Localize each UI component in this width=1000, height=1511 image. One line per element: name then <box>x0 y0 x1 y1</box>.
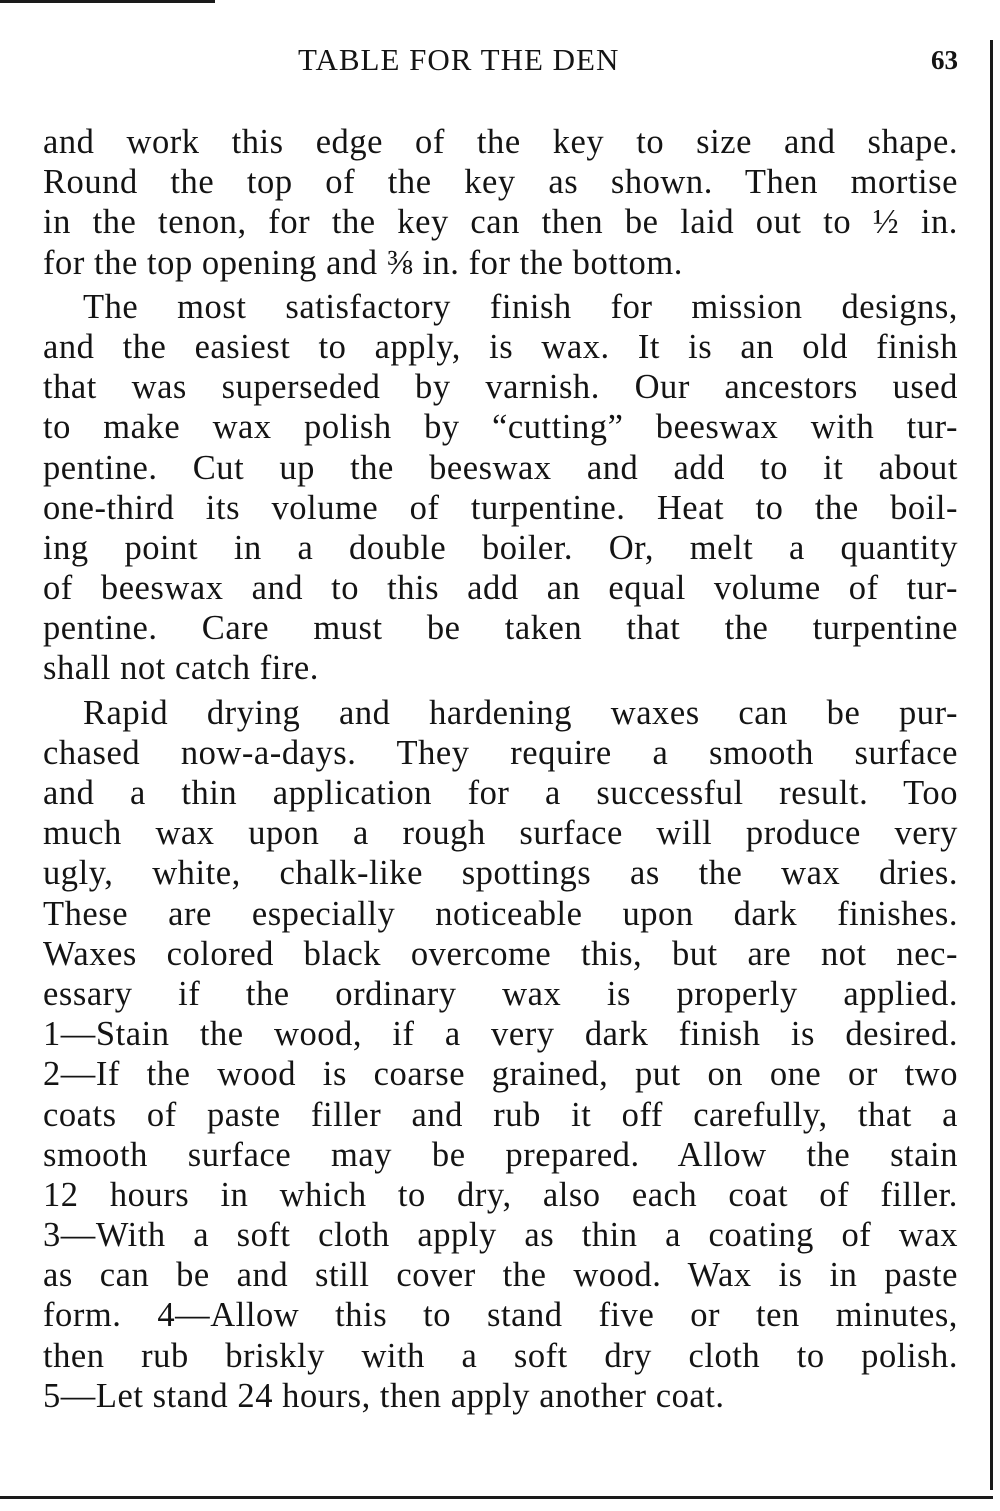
text-line: then rub briskly with a soft dry cloth to polish. <box>43 1336 958 1375</box>
text-line: in the tenon, for the key can then be laid out to ½ in. <box>43 203 958 242</box>
paragraph-2 <box>43 287 958 689</box>
text-line: form. 4—Allow this to stand five or ten minutes, <box>43 1296 958 1335</box>
text-line: 12 hours in which to dry, also each coat of filler. <box>43 1175 958 1214</box>
paragraph-3 <box>43 693 958 1416</box>
text-line: smooth surface may be prepared. Allow the stain <box>43 1135 958 1174</box>
text-line: to make wax polish by “cutting” beeswax with tur- <box>43 408 958 447</box>
text-line: as can be and still cover the wood. Wax is in paste <box>43 1256 958 1295</box>
text-line: ing point in a double boiler. Or, melt a quantity <box>43 528 958 567</box>
text-line: 3—With a soft cloth apply as thin a coating of wax <box>43 1216 958 1255</box>
text-line: The most satisfactory finish for mission designs, <box>83 287 958 326</box>
text-line: one-third its volume of turpentine. Heat to the boil- <box>43 488 958 527</box>
text-line: Rapid drying and hardening waxes can be pur- <box>83 693 958 732</box>
paragraph-1 <box>43 122 958 283</box>
text-line: chased now-a-days. They require a smooth surface <box>43 733 958 772</box>
text-line: coats of paste filler and rub it off carefully, that a <box>43 1095 958 1134</box>
text-line: 5—Let stand 24 hours, then apply another coat. <box>43 1376 725 1415</box>
text-line: Waxes colored black overcome this, but are not nec- <box>43 934 958 973</box>
text-line: and the easiest to apply, is wax. It is an old finish <box>43 327 958 366</box>
text-line: Round the top of the key as shown. Then mortise <box>43 163 958 202</box>
text-line: ugly, white, chalk-like spottings as the wax dries. <box>43 854 958 893</box>
text-line: 2—If the wood is coarse grained, put on one or two <box>43 1055 958 1094</box>
text-line: pentine. Cut up the beeswax and add to it about <box>43 448 958 487</box>
text-line: much wax upon a rough surface will produce very <box>43 814 958 853</box>
text-line: essary if the ordinary wax is properly applied. <box>43 974 958 1013</box>
text-line: These are especially noticeable upon dark finishes. <box>43 894 958 933</box>
scan-corner-mark <box>0 0 215 3</box>
page-number: 63 <box>931 45 958 75</box>
page-edge-right <box>990 40 993 1490</box>
text-line: 1—Stain the wood, if a very dark finish is desired. <box>43 1015 958 1054</box>
text-line: for the top opening and ⅜ in. for the bottom. <box>43 243 683 282</box>
text-line: shall not catch fire. <box>43 649 319 688</box>
page-edge-bottom <box>0 1496 993 1499</box>
text-line: that was superseded by varnish. Our ancestors used <box>43 368 958 407</box>
running-header <box>40 42 960 82</box>
text-line: of beeswax and to this add an equal volume of tur- <box>43 569 958 608</box>
body-text <box>43 122 958 1416</box>
text-line: and work this edge of the key to size and shape. <box>43 123 958 161</box>
text-line: pentine. Care must be taken that the turpentine <box>43 609 958 648</box>
running-title: TABLE FOR THE DEN <box>298 42 620 77</box>
text-line: and a thin application for a successful result. Too <box>43 774 958 812</box>
